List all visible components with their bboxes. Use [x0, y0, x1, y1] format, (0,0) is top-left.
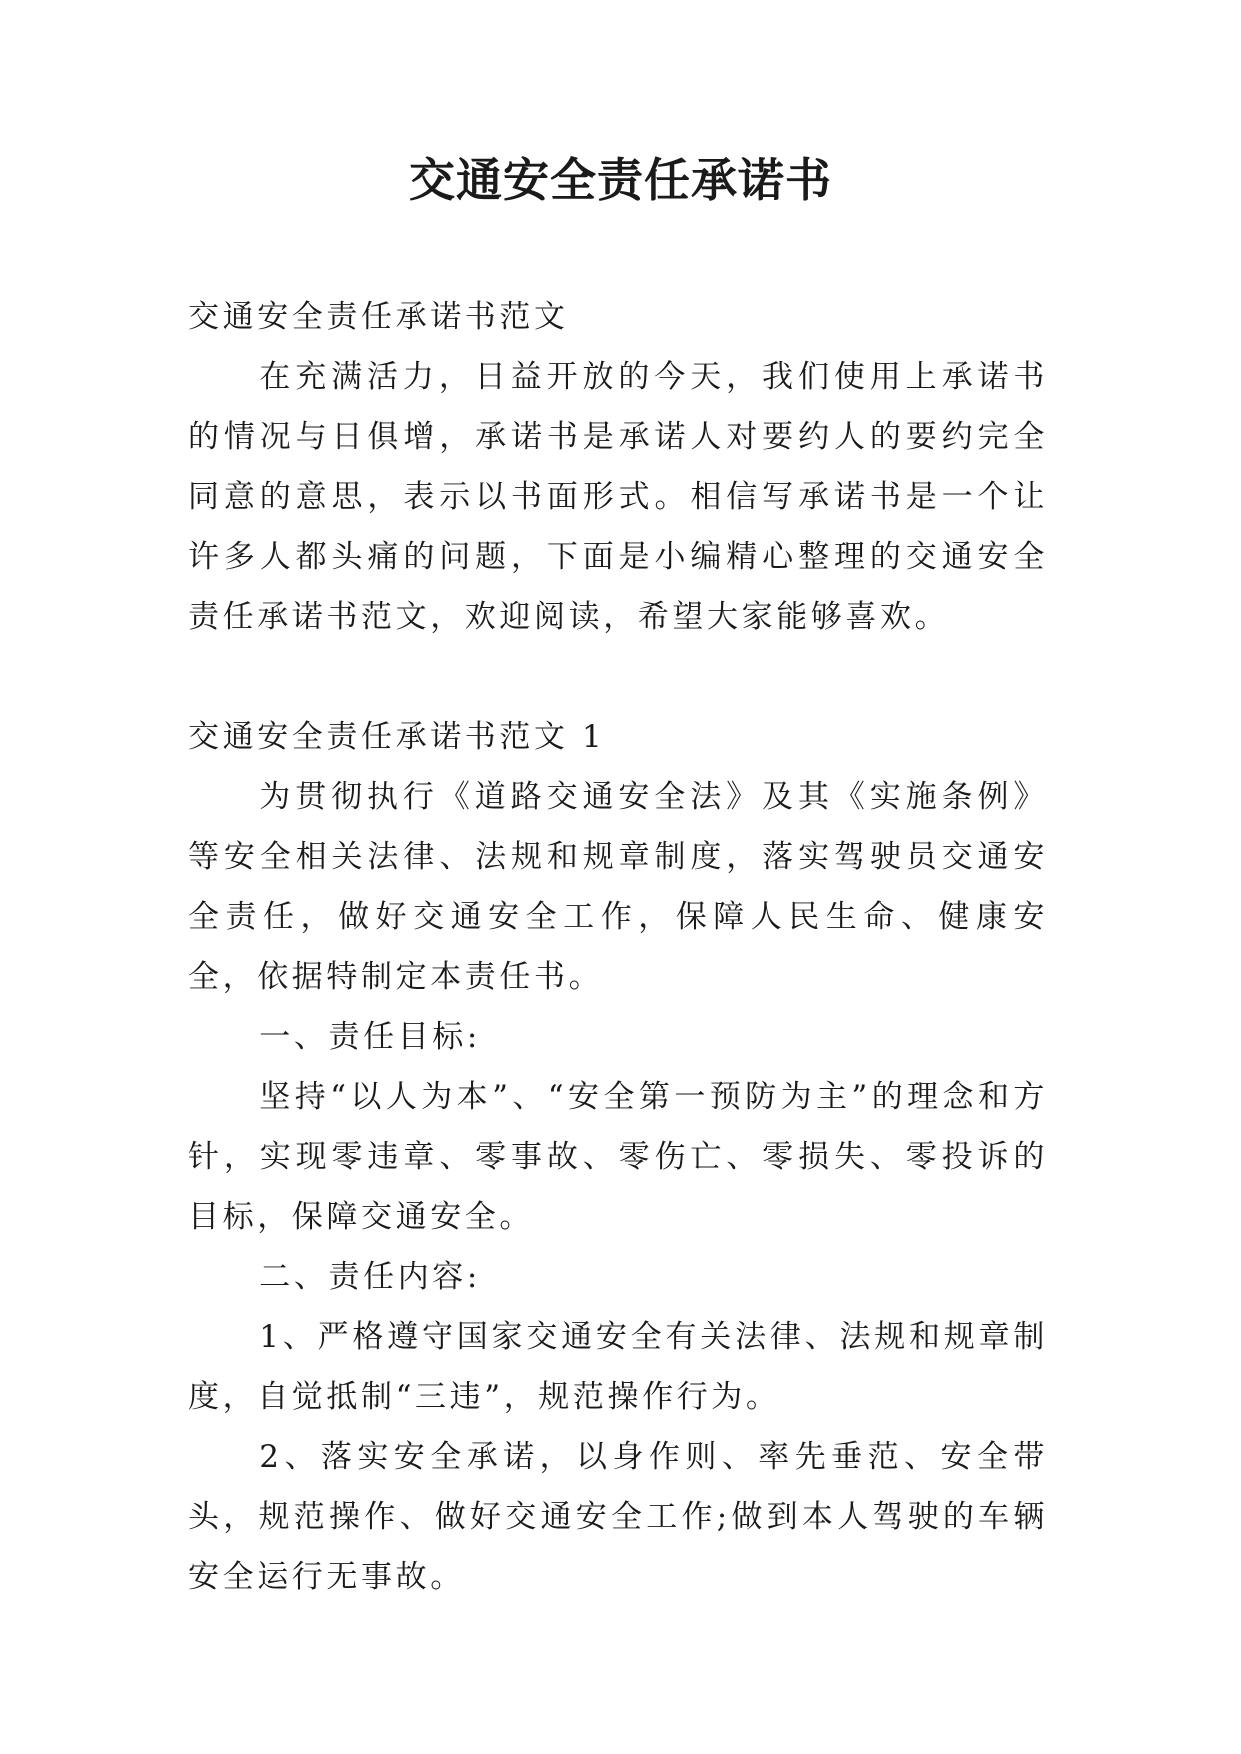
subsection-heading: 二、责任内容: [259, 1259, 481, 1295]
document-title: 交通安全责任承诺书 [409, 153, 832, 207]
paragraph-spacer [188, 647, 1048, 707]
intro-paragraph: 在充满活力，日益开放的今天，我们使用上承诺书的情况与日俱增，承诺书是承诺人对要约人的要约完全同意的意思，表示以书面形式。相信写承诺书是一个让许多人都头痛的问题，下面是小编精心整理的交通安全责任承诺书范文，欢迎阅读，希望大家能够喜欢。 [188, 359, 1048, 635]
body-paragraph: 为贯彻执行《道路交通安全法》及其《实施条例》等安全相关法律、法规和规章制度，落实驾驶员交通安全责任，做好交通安全工作，保障人民生命、健康安全，依据特制定本责任书。 [188, 779, 1048, 995]
section-heading: 交通安全责任承诺书范文 1 [188, 719, 606, 755]
list-item: 2、落实安全承诺，以身作则、率先垂范、安全带头，规范操作、做好交通安全工作;做到本人驾驶的车辆安全运行无事故。 [188, 1439, 1048, 1595]
document-body [188, 287, 1048, 1607]
subsection-heading: 一、责任目标: [259, 1019, 481, 1055]
body-paragraph: 坚持“以人为本”、“安全第一预防为主”的理念和方针，实现零违章、零事故、零伤亡、零损失、零投诉的目标，保障交通安全。 [188, 1079, 1048, 1235]
section-heading: 交通安全责任承诺书范文 [188, 299, 569, 335]
list-item: 1、严格遵守国家交通安全有关法律、法规和规章制度，自觉抵制“三违”，规范操作行为。 [188, 1319, 1048, 1415]
